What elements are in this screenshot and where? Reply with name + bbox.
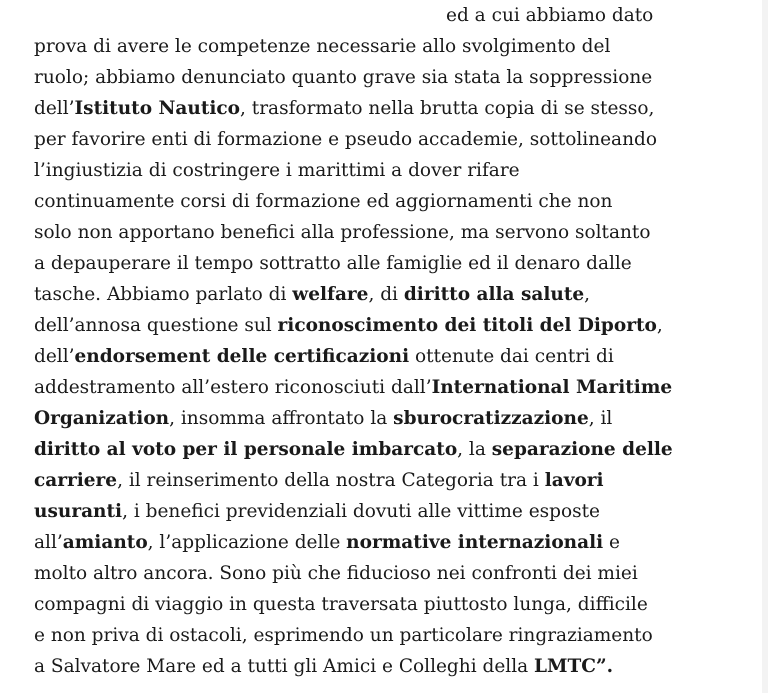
text-segment: prova di avere le competenze necessarie allo svolgimento del (34, 36, 611, 57)
text-line (34, 31, 610, 62)
text-segment: , l’applicazione delle (147, 532, 347, 553)
bold-text: welfare (292, 284, 369, 305)
text-segment: , i benefici previdenziali dovuti alle vittime esposte (122, 501, 600, 522)
text-line (34, 558, 638, 589)
text-segment: , insomma affrontato la (169, 408, 394, 429)
text-line (34, 620, 653, 651)
text-segment: molto altro ancora. Sono più che fiducioso nei confronti dei miei (34, 563, 638, 584)
bold-text: sburocratizzazione (393, 408, 589, 429)
text-segment: ruolo; abbiamo denunciato quanto grave sia stata la soppressione (34, 67, 653, 88)
text-line (34, 186, 612, 217)
text-line (34, 62, 652, 93)
text-line (34, 124, 657, 155)
text-line (34, 372, 672, 403)
text-segment: , (584, 284, 591, 305)
text-segment: , di (368, 284, 404, 305)
bold-text: riconoscimento dei titoli del Diporto (277, 315, 657, 336)
text-line (446, 0, 653, 31)
text-segment: a depauperare il tempo sottratto alle famiglie ed il denaro dalle (34, 253, 632, 274)
text-line (34, 434, 673, 465)
text-segment: all’ (34, 532, 63, 553)
bold-text: carriere (34, 470, 118, 491)
text-segment: , il (588, 408, 613, 429)
bold-text: Istituto Nautico (74, 98, 241, 119)
text-line (34, 279, 590, 310)
bold-text: amianto (62, 532, 148, 553)
text-line (34, 527, 620, 558)
bold-text: diritto alla salute (403, 284, 585, 305)
text-line (34, 217, 650, 248)
text-segment: solo non apportano benefici alla professione, ma servono soltanto (34, 222, 651, 243)
bold-text: usuranti (34, 501, 123, 522)
text-segment: , la (457, 439, 492, 460)
text-segment: addestramento all’estero riconosciuti dall’ (34, 377, 432, 398)
bold-text: LMTC”. (534, 656, 614, 677)
text-line (34, 403, 612, 434)
text-segment: compagni di viaggio in questa traversata piuttosto lunga, difficile (34, 594, 648, 615)
text-line (34, 341, 614, 372)
text-line (34, 155, 520, 186)
text-line (34, 651, 613, 682)
bold-text: separazione delle (491, 439, 673, 460)
text-segment: tasche. Abbiamo parlato di (34, 284, 293, 305)
text-line (34, 248, 632, 279)
bold-text: normative internazionali (346, 532, 604, 553)
text-segment: dell’annosa questione sul (34, 315, 278, 336)
bold-text: International Maritime (431, 377, 673, 398)
text-segment: , (656, 315, 663, 336)
text-line (34, 465, 604, 496)
text-segment: ottenute dai centri di (409, 346, 614, 367)
text-segment: l’ingiustizia di costringere i marittimi a dover rifare (34, 160, 520, 181)
text-segment: a Salvatore Mare ed a tutti gli Amici e Colleghi della (34, 656, 535, 677)
text-line (34, 310, 663, 341)
bold-text: endorsement delle certificazioni (74, 346, 410, 367)
text-segment: e (603, 532, 620, 553)
text-segment: dell’ (34, 98, 75, 119)
bold-text: Organization (34, 408, 170, 429)
text-segment: dell’ (34, 346, 75, 367)
page-edge (762, 0, 768, 693)
text-line (34, 589, 648, 620)
text-segment: , il reinserimento della nostra Categoria tra i (117, 470, 545, 491)
bold-text: diritto al voto per il personale imbarcato (34, 439, 458, 460)
text-segment: , trasformato nella brutta copia di se stesso, (240, 98, 655, 119)
text-line (34, 93, 654, 124)
text-segment: e non priva di ostacoli, esprimendo un particolare ringraziamento (34, 625, 653, 646)
text-segment: per favorire enti di formazione e pseudo accademie, sottolineando (34, 129, 657, 150)
text-line (34, 496, 600, 527)
text-segment: continuamente corsi di formazione ed aggiornamenti che non (34, 191, 613, 212)
text-segment: ed a cui abbiamo dato (446, 5, 654, 26)
bold-text: lavori (544, 470, 604, 491)
